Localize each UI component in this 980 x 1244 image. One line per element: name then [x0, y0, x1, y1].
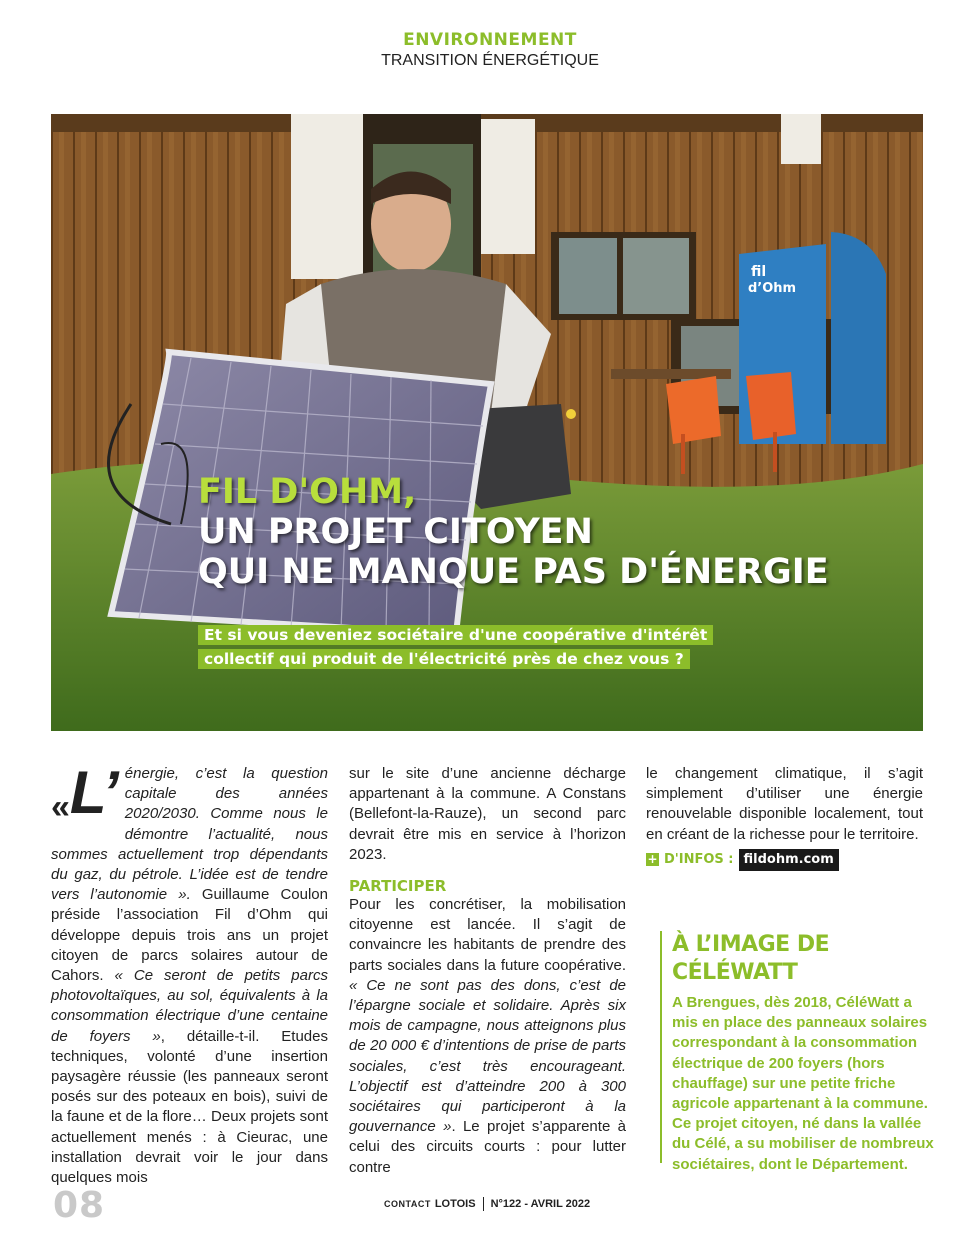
plus-icon: + — [647, 852, 658, 867]
opening-quote: énergie, c’est la question capitale des années 2020/2030. Comme nous le démontre l’actualité, nous sommes actuellement trop dépendants du gaz, du pétrole. L’idée est de tendre vers l’autonomie ». — [51, 765, 328, 904]
title-line-1: FIL D'OHM, — [198, 472, 417, 512]
open-quote-mark: « — [51, 788, 70, 826]
section-category: ENVIRONNEMENT — [403, 30, 577, 50]
body-text-3: sur le site d’une ancienne décharge appartenant à la commune. A Constans (Bellefont-la-Rauze), un second parc devrait être mis en service à l’horizon 2023. — [349, 765, 626, 863]
section-header — [0, 30, 980, 71]
article-title — [198, 472, 829, 592]
banner-text-2: d’Ohm — [748, 281, 797, 296]
article-column-1 — [51, 759, 328, 1188]
body-text-6: le changement climatique, il s’agit simplement d’utiliser une énergie renouvelable disponible localement, tout en créant de la richesse pour le territoire. — [646, 765, 923, 843]
brand-prefix: CONTACT — [384, 1199, 431, 1209]
subheading-participer: PARTICIPER — [349, 877, 447, 896]
sidebar-title: À L’IMAGE DE CÉLÉWATT — [672, 932, 830, 985]
page-number: 08 — [53, 1185, 106, 1226]
drop-cap-letter: L’ — [69, 759, 119, 826]
article-column-3 — [646, 764, 923, 871]
body-text-1: Guillaume Coulon préside l’association Fil d’Ohm qui développe depuis trois ans un projet citoyen de parcs solaires autour de Cahors. — [51, 886, 328, 985]
section-subcategory: TRANSITION ÉNERGÉTIQUE — [381, 52, 599, 69]
sidebar-text: A Brengues, dès 2018, CéléWatt a mis en place des panneaux solaires correspondant à la consommation électrique de 200 foyers (hors chauffage) sur une petite friche agricole appartenant à la commune. Ce projet citoyen, né dans la vallée du Célé, a su mobiliser de nombreux sociétaires, dont le Département. — [672, 994, 934, 1173]
body-text-5: . Le projet s’apparente à celui des circuits courts : pour lutter contre — [349, 1118, 626, 1176]
website-link[interactable]: fildohm.com — [739, 849, 839, 871]
drop-cap — [51, 759, 119, 834]
more-info-label: D'INFOS : — [664, 851, 734, 867]
article-chapo — [198, 623, 758, 671]
article-column-2 — [349, 764, 626, 1178]
title-line-3: QUI NE MANQUE PAS D'ÉNERGIE — [198, 552, 829, 592]
title-line-2: UN PROJET CITOYEN — [198, 512, 593, 552]
hero-photo — [51, 114, 923, 731]
brand-name: LOTOIS — [434, 1198, 476, 1210]
body-text-2: , détaille-t-il. Etudes techniques, volonté d’une insertion paysagère réussie (les panneaux seront posés sur des poteaux en bois), suivi de la faune et de la flore… Deux projets sont actuellement menés : à Cieurac, une installation devrait voir le jour dans quelques mois — [51, 1027, 328, 1187]
footer-divider — [483, 1197, 484, 1211]
inline-quote-1: « Ce seront de petits parcs photovoltaïques, au sol, équivalents à la consommation électrique d’une centaine de foyers » — [51, 967, 328, 1045]
chapo-text: Et si vous deveniez sociétaire d'une coopérative d'intérêt collectif qui produit de l'électricité près de chez vous ? — [198, 625, 713, 669]
banner-text-1: fil — [751, 264, 767, 280]
issue-info: N°122 - AVRIL 2022 — [490, 1198, 591, 1210]
more-info — [646, 849, 923, 871]
footer-brand — [384, 1197, 590, 1211]
sidebar-celewatt — [660, 931, 940, 1173]
body-text-4: Pour les concrétiser, la mobilisation citoyenne est lancée. Il s’agit de convaincre les habitants de prendre des parts sociales dans la future coopérative. — [349, 896, 626, 974]
inline-quote-2: « Ce ne sont pas des dons, c’est de l’épargne sociale et solidaire. Après six mois de campagne, nous atteignons plus de 20 000 € d’intentions de prise de parts sociales, c’est très encourageant. L’objectif est d’atteindre 200 à 300 sociétaires qui participeront à la gouvernance » — [349, 976, 626, 1136]
